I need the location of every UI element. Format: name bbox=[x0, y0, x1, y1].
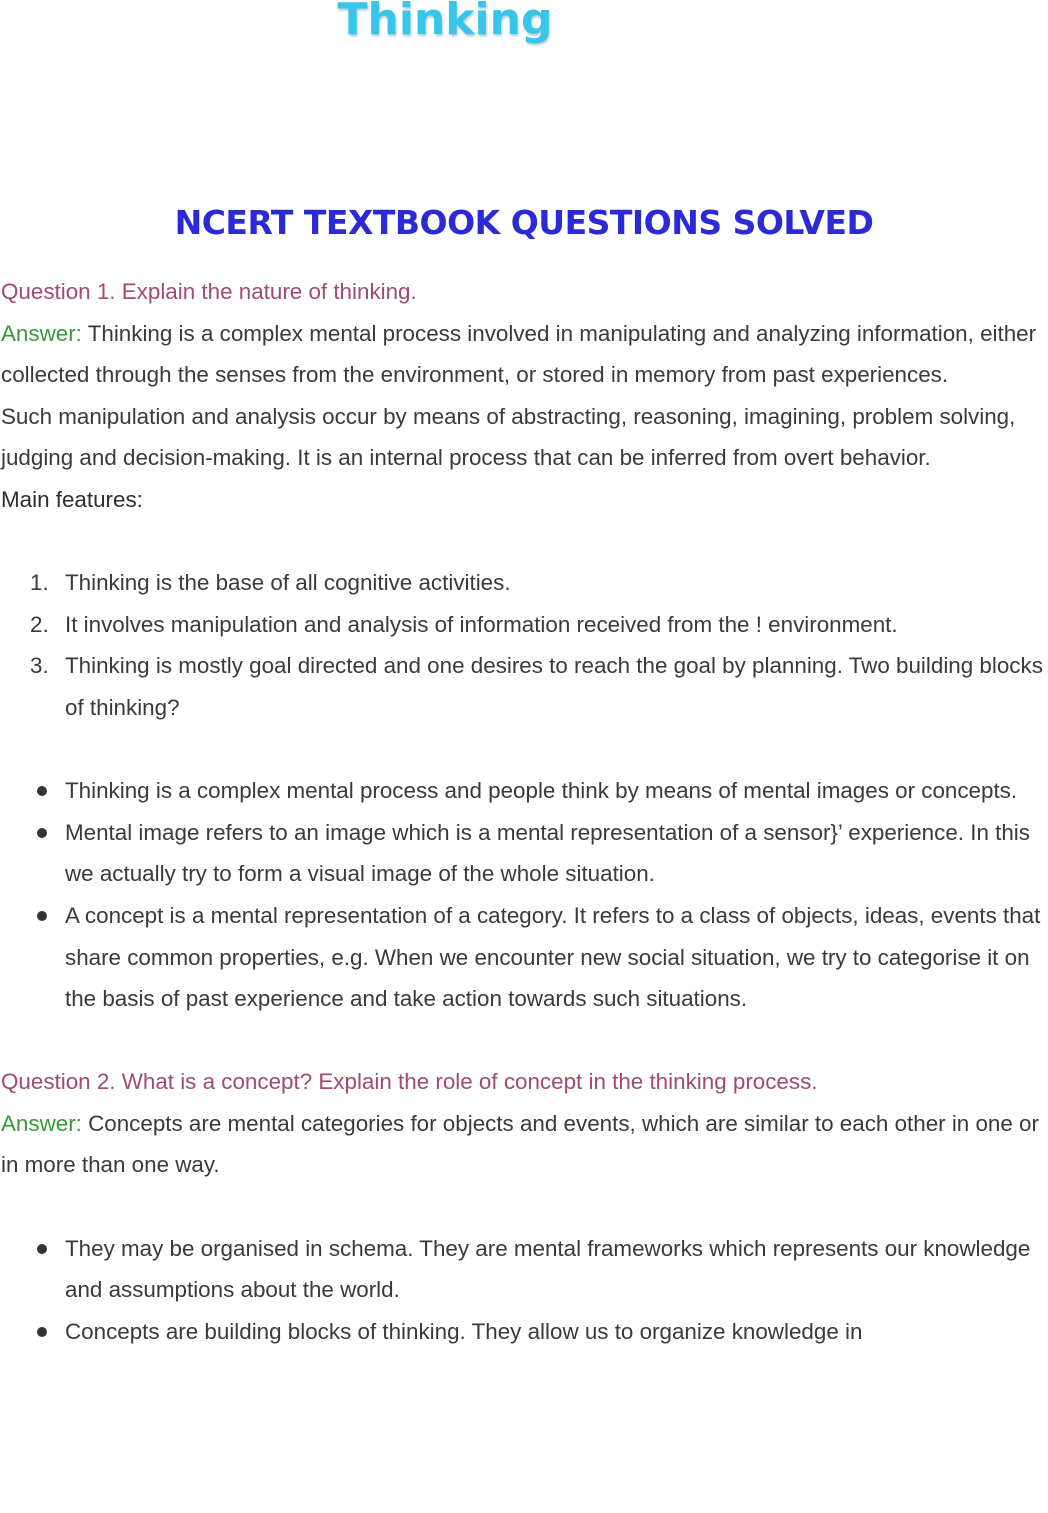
spacer bbox=[1, 1020, 1047, 1062]
answer-1 bbox=[1, 313, 1047, 396]
answer-label: Answer: bbox=[1, 320, 82, 346]
bullet-item: Thinking is a complex mental process and people think by means of mental images or concepts. bbox=[1, 770, 1047, 812]
list-item-text: Thinking is the base of all cognitive activities. bbox=[65, 570, 511, 596]
bullet-item: Mental image refers to an image which is a mental representation of a sensor}’ experience. In this we actually try to form a visual image of the whole situation. bbox=[1, 812, 1047, 895]
list-item bbox=[1, 604, 1047, 646]
bullet-item: Concepts are building blocks of thinking. They allow us to organize knowledge in bbox=[1, 1311, 1047, 1353]
section-heading: NCERT TEXTBOOK QUESTIONS SOLVED bbox=[174, 203, 874, 242]
answer-label: Answer: bbox=[1, 1110, 82, 1136]
list-number: 3. bbox=[30, 653, 49, 679]
spacer bbox=[1, 521, 1047, 563]
article-body bbox=[1, 271, 1047, 1352]
list-item-text: It involves manipulation and analysis of information received from the ! environment. bbox=[65, 611, 898, 637]
spacer bbox=[1, 1186, 1047, 1228]
list-number: 2. bbox=[30, 611, 49, 637]
list-item-text: Thinking is mostly goal directed and one desires to reach the goal by planning. Two building blocks of thinking? bbox=[65, 653, 1043, 720]
concept-bullet-list bbox=[1, 1228, 1047, 1353]
main-features-label: Main features: bbox=[1, 486, 143, 512]
question-2: Question 2. What is a concept? Explain the role of concept in the thinking process. bbox=[1, 1069, 818, 1095]
features-ordered-list bbox=[1, 562, 1047, 728]
list-item bbox=[1, 645, 1047, 728]
chapter-title: Thinking bbox=[337, 0, 553, 45]
answer-1-text: Thinking is a complex mental process involved in manipulating and analyzing information, either collected through the senses from the environment, or stored in memory from past experiences. bbox=[1, 320, 1037, 388]
list-item bbox=[1, 562, 1047, 604]
bullet-item: They may be organised in schema. They are mental frameworks which represents our knowledge and assumptions about the world. bbox=[1, 1228, 1047, 1311]
building-blocks-bullet-list bbox=[1, 770, 1047, 1020]
list-number: 1. bbox=[30, 570, 49, 596]
bullet-item: A concept is a mental representation of a category. It refers to a class of objects, ideas, events that share common properties, e.g. When we encounter new social situation, we try to categorise it on the basis of past experience and take action towards such situations. bbox=[1, 895, 1047, 1020]
question-1: Question 1. Explain the nature of thinking. bbox=[1, 279, 417, 304]
answer-2-text: Concepts are mental categories for objects and events, which are similar to each other in one or in more than one way. bbox=[1, 1110, 1039, 1178]
answer-2 bbox=[1, 1103, 1047, 1186]
spacer bbox=[1, 729, 1047, 771]
answer-1-paragraph-2: Such manipulation and analysis occur by means of abstracting, reasoning, imagining, problem solving, judging and decision-making. It is an internal process that can be inferred from overt behavior. bbox=[1, 403, 1016, 471]
